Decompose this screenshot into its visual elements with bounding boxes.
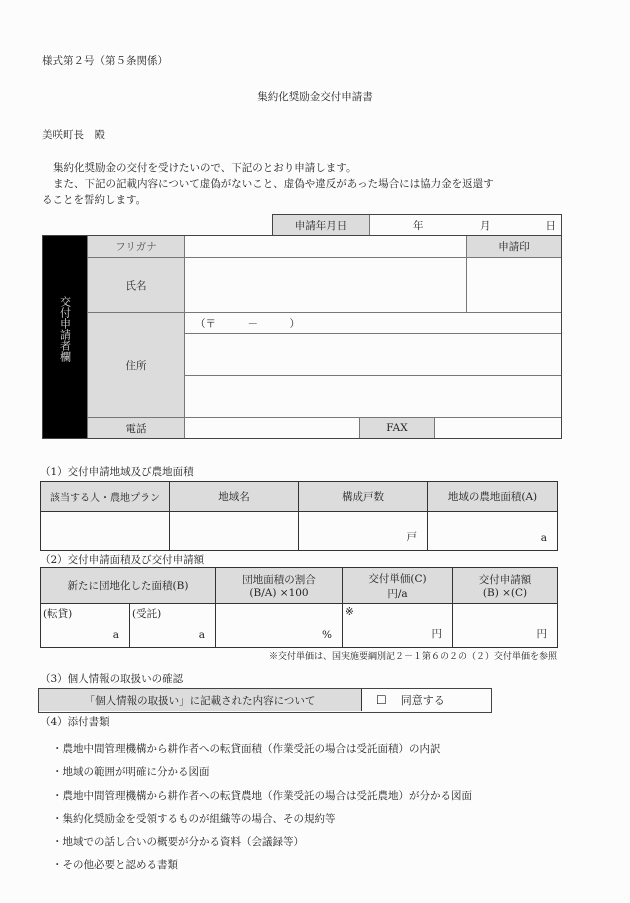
col-header-region: 地域名	[170, 482, 299, 512]
col-header-new-area: 新たに団地化した面積(B)	[41, 568, 216, 604]
intro-line-3: ることを誓約します。	[42, 194, 147, 206]
applicant-table	[42, 235, 562, 439]
section2-heading: （2）交付申請面積及び交付申請額	[40, 554, 205, 566]
attachment-item: ・ 農地中間管理機構から耕作者への転貸面積（作業受託の場合は受託面積）の内訳	[52, 738, 472, 761]
fax-label: FAX	[359, 417, 434, 438]
addressee: 美咲町長 殿	[42, 129, 105, 141]
entrust-area-input[interactable]: (受託) a	[130, 604, 216, 648]
year-label: 年	[413, 220, 424, 232]
address-line-2-input[interactable]	[184, 375, 561, 417]
col-header-ratio: 団地面積の割合 (B/A) ×100	[216, 568, 343, 604]
plan-input[interactable]	[41, 512, 170, 551]
seal-label: 申請印	[466, 236, 561, 257]
col-header-plan: 該当する人・農地プラン	[41, 482, 170, 512]
section3-heading: （3）個人情報の取扱いの確認	[40, 673, 184, 685]
attachment-item: ・ 地域での話し合いの概要が分かる資料（会議録等）	[52, 831, 472, 854]
address-line-1-input[interactable]	[184, 333, 561, 375]
name-label: 氏名	[87, 257, 184, 312]
region-area-table	[40, 481, 558, 551]
day-label: 日	[545, 220, 556, 232]
seal-box[interactable]	[466, 257, 561, 312]
privacy-consent-checkbox[interactable]	[362, 689, 490, 711]
fax-input[interactable]	[434, 417, 561, 438]
date-label: 申請年月日	[273, 215, 370, 236]
document-title: 集約化奨励金交付申請書	[257, 91, 373, 103]
col-header-unit-price: 交付単価(C) 円/a	[343, 568, 453, 604]
sublet-area-input[interactable]: (転貸) a	[41, 604, 130, 648]
section1-heading: （1）交付申請地域及び農地面積	[40, 466, 194, 478]
households-input[interactable]: 戸	[299, 512, 428, 551]
unit-price-input[interactable]: ※ 円	[343, 604, 453, 648]
month-label: 月	[480, 220, 491, 232]
address-label: 住所	[87, 312, 184, 417]
col-header-households: 構成戸数	[299, 482, 428, 512]
ratio-input[interactable]: %	[216, 604, 343, 648]
privacy-statement: 「個人情報の取扱い」に記載された内容について	[39, 689, 362, 711]
region-input[interactable]	[170, 512, 299, 551]
grant-amount-table	[40, 567, 558, 648]
application-date-row	[272, 214, 562, 236]
phone-label: 電話	[87, 417, 184, 438]
grant-amount-input[interactable]: 円	[453, 604, 558, 648]
form-number: 様式第２号（第５条関係）	[42, 55, 168, 67]
name-input[interactable]	[184, 257, 466, 312]
farmland-area-input[interactable]: a	[428, 512, 558, 551]
applicant-side-label: 交付申請者欄	[43, 236, 87, 438]
attachment-list	[52, 738, 472, 878]
agree-label: 同意する	[400, 694, 445, 707]
attachment-item: ・ その他必要と認める書類	[52, 854, 472, 877]
furigana-label: フリガナ	[87, 236, 184, 257]
col-header-amount: 交付申請額 (B) ×(C)	[453, 568, 558, 604]
section4-heading: （4）添付書類	[40, 716, 110, 728]
attachment-item: ・ 集約化奨励金を受領するものが組織等の場合、その規約等	[52, 808, 472, 831]
attachment-item: ・ 農地中間管理機構から耕作者への転貸農地（作業受託の場合は受託農地）が分かる図面	[52, 785, 472, 808]
checkbox-icon[interactable]: ☐	[376, 693, 387, 707]
phone-input[interactable]	[184, 417, 359, 438]
col-header-farmland-area: 地域の農地面積(A)	[428, 482, 558, 512]
intro-line-1: 集約化奨励金の交付を受けたいので、下記のとおり申請します。	[53, 162, 357, 174]
postal-code-input[interactable]: （〒 － ）	[184, 312, 561, 333]
unit-price-note: ※交付単価は、国実施要綱別記２－１第６の２の（２）交付単価を参照	[268, 652, 557, 662]
intro-line-2: また、下記の記載内容について虚偽がないこと、虚偽や違反があった場合には協力金を返還す	[53, 178, 494, 190]
attachment-item: ・ 地域の範囲が明確に分かる図面	[52, 761, 472, 784]
date-input[interactable]	[370, 215, 562, 236]
privacy-consent-table	[38, 688, 492, 713]
furigana-input[interactable]	[184, 236, 466, 257]
